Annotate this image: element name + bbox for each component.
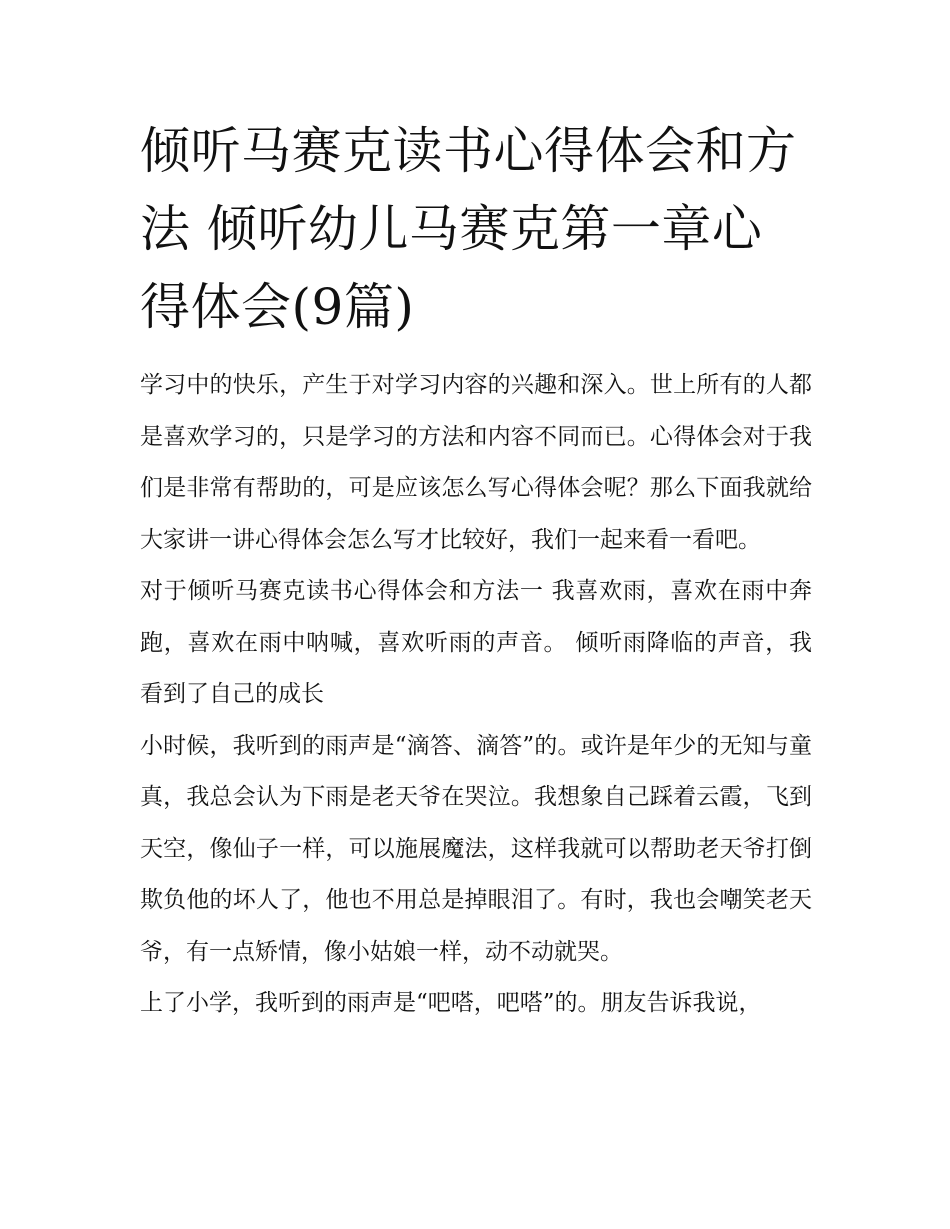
paragraph-intro: 学习中的快乐，产生于对学习内容的兴趣和深入。世上所有的人都是喜欢学习的，只是学习的方法和内容不同而已。心得体会对于我们是非常有帮助的，可是应该怎么写心得体会呢？那么下面我就给大家讲一讲心得体会怎么写才比较好，我们一起来看一看吧。: [140, 372, 812, 553]
document-title: 倾听马赛克读书心得体会和方法 倾听幼儿马赛克第一章心得体会(9篇): [140, 122, 797, 336]
paragraph-childhood: 小时候，我听到的雨声是“滴答、滴答”的。或许是年少的无知与童真，我总会认为下雨是老天爷在哭泣。我想象自己踩着云霞，飞到天空，像仙子一样，可以施展魔法，这样我就可以帮助老天爷打倒欺负他的坏人了，他也不用总是掉眼泪了。有时，我也会嘲笑老天爷，有一点矫情，像小姑娘一样，动不动就哭。: [140, 732, 812, 965]
document-page: [140, 112, 812, 1030]
paragraph-school: 上了小学，我听到的雨声是“吧嗒，吧嗒”的。朋友告诉我说，: [140, 990, 762, 1016]
paragraph-rain: 对于倾听马赛克读书心得体会和方法一 我喜欢雨，喜欢在雨中奔跑，喜欢在雨中呐喊，喜欢听雨的声音。 倾听雨降临的声音，我看到了自己的成长: [140, 578, 812, 707]
